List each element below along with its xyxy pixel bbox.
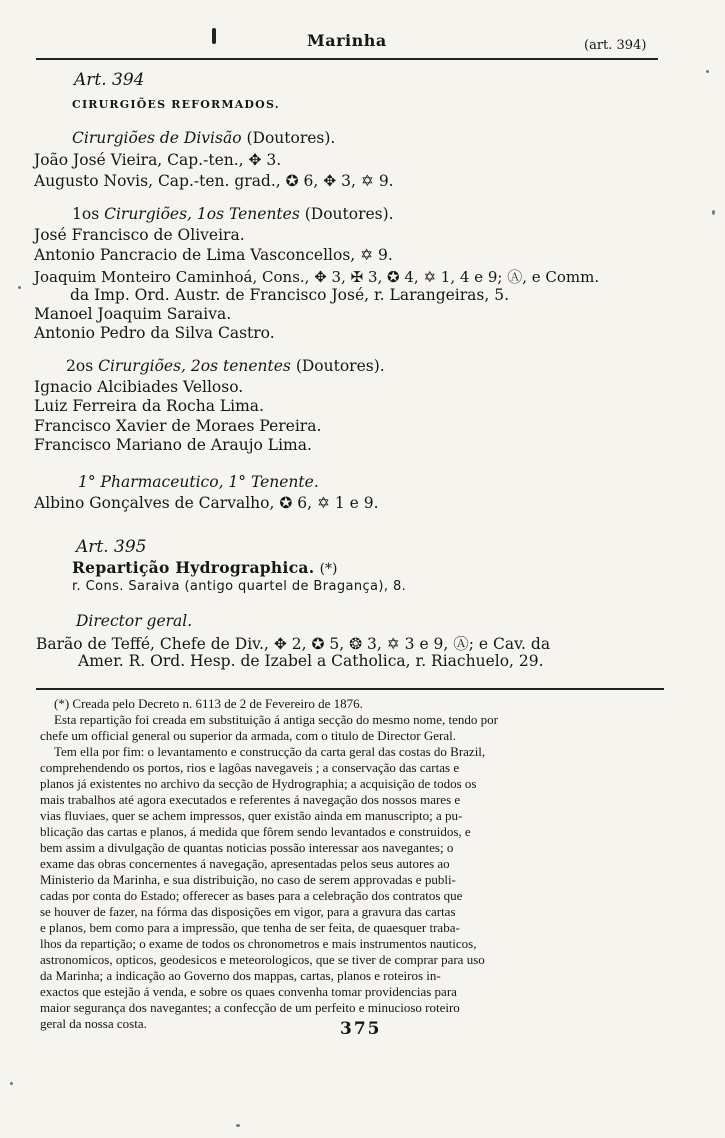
header-rule xyxy=(36,58,658,60)
list-item: Antonio Pedro da Silva Castro. xyxy=(34,324,275,342)
footnote-line: Esta repartição foi creada em substituição á antiga secção do mesmo nome, tendo por xyxy=(54,712,498,727)
division-role: Cirurgiões de Divisão xyxy=(72,129,242,147)
footnote-line: da Marinha; a indicação ao Governo dos mappas, cartas, planos e roteiros in- xyxy=(40,968,441,983)
running-header-title: Marinha xyxy=(307,31,387,50)
list-item: Albino Gonçalves de Carvalho, ✪ 6, ✡ 1 e 9. xyxy=(34,494,379,512)
scan-speck xyxy=(236,1124,240,1127)
list-item: Luiz Ferreira da Rocha Lima. xyxy=(34,397,264,415)
footnote-line: (*) Creada pelo Decreto n. 6113 de 2 de Fevereiro de 1876. xyxy=(54,696,363,711)
list-item: Amer. R. Ord. Hesp. de Izabel a Catholica, r. Riachuelo, 29. xyxy=(78,652,544,670)
footnote-line: cadas por conta do Estado; offerecer as bases para a celebração dos contratos que xyxy=(40,888,463,903)
footnote-line: exactos que estejão á venda, e sobre os quaes convenha tomar providencias para xyxy=(40,984,457,999)
footnote-line: maior segurança dos navegantes; a confecção de um perfeito e minucioso roteiro xyxy=(40,1000,460,1015)
footnote-marker: (*) xyxy=(319,561,338,577)
footnote-line: exame das obras concernentes á navegação, apresentadas pelos seus autores ao xyxy=(40,856,450,871)
footnote-line: planos já existentes no archivo da secção de Hydrographia; a acquisição de todos os xyxy=(40,776,477,791)
scan-speck xyxy=(212,28,216,44)
first-surgeons-heading xyxy=(72,205,394,223)
list-item: João José Vieira, Cap.-ten., ✥ 3. xyxy=(34,151,282,169)
footnote-line: astronomicos, opticos, geodesicos e meteorologicos, que se tiver de comprar para uso xyxy=(40,952,485,967)
list-item: da Imp. Ord. Austr. de Francisco José, r. Larangeiras, 5. xyxy=(70,286,509,304)
second-surgeons-heading xyxy=(66,357,385,375)
list-item: Manoel Joaquim Saraiva. xyxy=(34,305,232,323)
footnote-line: vias fluviaes, quer se achem impressos, quer existão ainda em manuscripto; a pu- xyxy=(40,808,463,823)
first-doctors: (Doutores). xyxy=(304,205,394,223)
running-header-article: (art. 394) xyxy=(584,38,647,53)
article-394-subtitle: CIRURGIÕES REFORMADOS. xyxy=(72,98,280,111)
footnote-line: lhos da repartição; o exame de todos os chronometros e mais instrumentos nauticos, xyxy=(40,936,477,951)
pharmaceutico-heading: 1° Pharmaceutico, 1° Tenente. xyxy=(78,473,319,491)
article-394-label: Art. 394 xyxy=(74,70,145,90)
article-395-address: r. Cons. Saraiva (antigo quartel de Bragança), 8. xyxy=(72,579,407,594)
list-item: Augusto Novis, Cap.-ten. grad., ✪ 6, ✥ 3, ✡ 9. xyxy=(34,172,394,190)
footnote-line: comprehendendo os portos, rios e lagôas navegaveis ; a conservação das cartas e xyxy=(40,760,460,775)
article-395-title: Repartição Hydrographica. xyxy=(72,558,315,577)
second-role: Cirurgiões, 2os tenentes xyxy=(98,357,291,375)
scan-speck xyxy=(18,286,21,289)
scan-speck xyxy=(712,210,715,215)
first-prefix: 1os xyxy=(72,205,100,223)
footnote-rule xyxy=(36,688,664,690)
list-item: Francisco Mariano de Araujo Lima. xyxy=(34,436,312,454)
footnote-line: bem assim a divulgação de quantas noticias possão interessar aos navegantes; o xyxy=(40,840,454,855)
article-395-title-line xyxy=(72,558,338,577)
footnote-line: chefe um official general ou superior da armada, com o titulo de Director Geral. xyxy=(40,728,456,743)
list-item: Barão de Teffé, Chefe de Div., ✥ 2, ✪ 5, ❂ 3, ✡ 3 e 9, Ⓐ; e Cav. da xyxy=(36,635,551,653)
page-number: 375 xyxy=(340,1019,382,1039)
list-item: Antonio Pancracio de Lima Vasconcellos, ✡ 9. xyxy=(34,246,393,264)
article-395-label: Art. 395 xyxy=(76,537,147,557)
director-heading: Director geral. xyxy=(76,612,193,630)
footnote-line: geral da nossa costa. xyxy=(40,1016,147,1031)
first-role: Cirurgiões, 1os Tenentes xyxy=(104,205,300,223)
footnote-line: blicação das cartas e planos, á medida que fôrem sendo levantados e construidos, e xyxy=(40,824,471,839)
division-surgeons-heading xyxy=(72,129,335,147)
second-prefix: 2os xyxy=(66,357,94,375)
division-doctors: (Doutores). xyxy=(246,129,336,147)
list-item: José Francisco de Oliveira. xyxy=(34,226,245,244)
list-item: Ignacio Alcibiades Velloso. xyxy=(34,378,244,396)
footnote-line: se houver de fazer, na fórma das disposições em vigor, para a gravura das cartas xyxy=(40,904,456,919)
second-doctors: (Doutores). xyxy=(295,357,385,375)
list-item: Joaquim Monteiro Caminhoá, Cons., ✥ 3, ✠ 3, ✪ 4, ✡ 1, 4 e 9; Ⓐ, e Comm. xyxy=(34,268,600,286)
scan-speck xyxy=(706,70,709,73)
footnote-line: Ministerio da Marinha, e sua distribuição, no caso de serem approvadas e publi- xyxy=(40,872,456,887)
footnote-line: mais trabalhos até agora executados e referentes á navegação dos nossos mares e xyxy=(40,792,461,807)
footnote-line: e planos, bem como para a impressão, que tenha de ser feita, de quaesquer traba- xyxy=(40,920,460,935)
scan-speck xyxy=(10,1082,13,1085)
list-item: Francisco Xavier de Moraes Pereira. xyxy=(34,417,322,435)
footnote-line: Tem ella por fim: o levantamento e construcção da carta geral das costas do Brazil, xyxy=(54,744,486,759)
